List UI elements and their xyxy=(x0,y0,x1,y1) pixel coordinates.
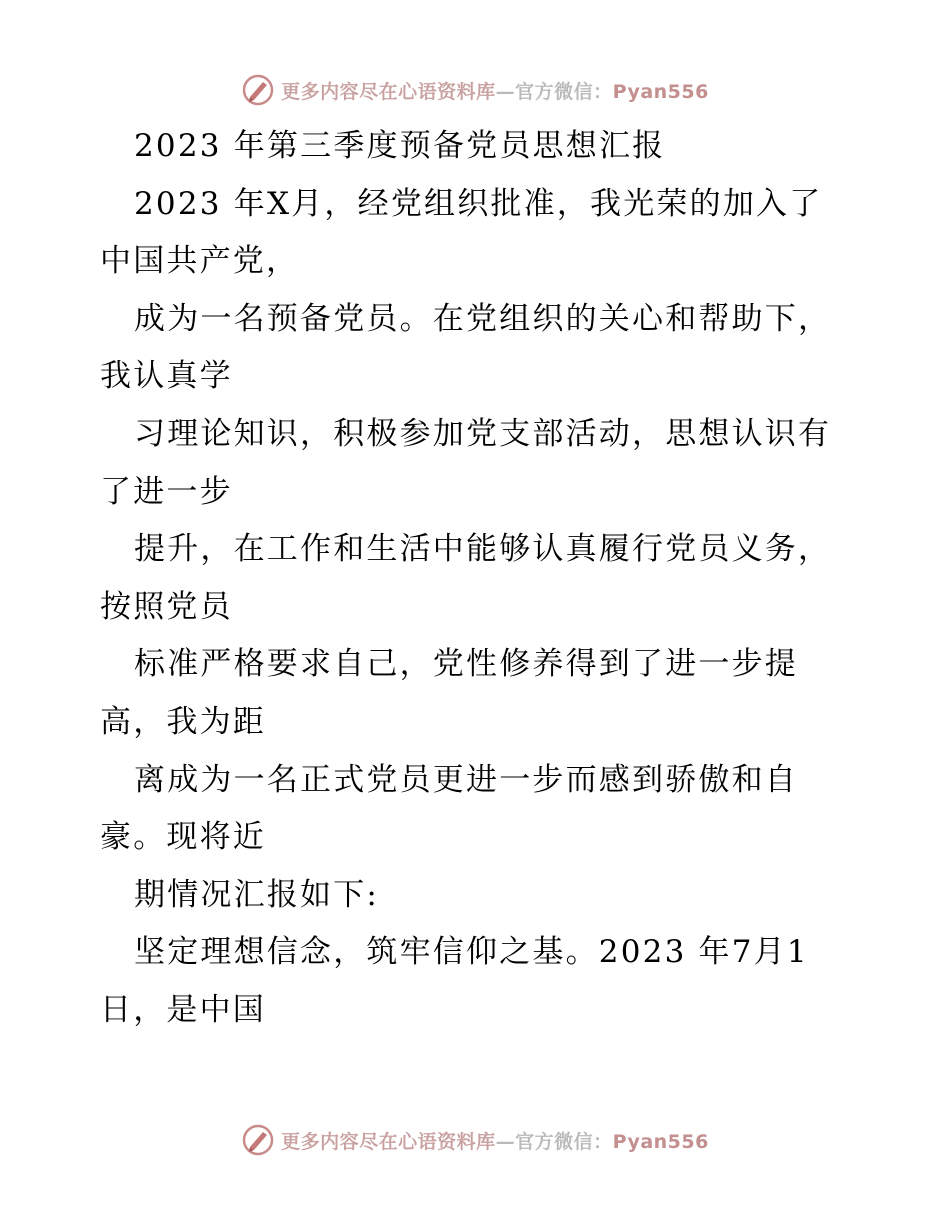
document-line: 中国共产党， xyxy=(100,243,300,280)
document-line: 2023 年X月，经党组织批准，我光荣的加入了 xyxy=(134,185,823,222)
document-line: 离成为一名正式党员更进一步而感到骄傲和自 xyxy=(134,761,798,798)
pen-logo-icon xyxy=(241,73,275,107)
document-line: 坚定理想信念，筑牢信仰之基。2023 年7月1 xyxy=(134,934,809,971)
document-line: 标准严格要求自己，党性修养得到了进一步提 xyxy=(134,646,798,683)
document-line: 期情况汇报如下: xyxy=(134,876,380,913)
document-line: 按照党员 xyxy=(100,588,233,625)
banner-wechat-id: Pyan556 xyxy=(612,80,709,103)
banner-main-text: 更多内容尽在心语资料库 xyxy=(281,1130,496,1153)
footer-banner xyxy=(0,1120,950,1160)
document-line: 我认真学 xyxy=(100,358,233,395)
document-line: 日，是中国 xyxy=(100,991,266,1028)
pen-logo-icon xyxy=(241,1123,275,1157)
banner-main-text: 更多内容尽在心语资料库 xyxy=(281,80,496,103)
document-line: 习理论知识，积极参加党支部活动，思想认识有 xyxy=(134,415,832,452)
banner-text xyxy=(281,77,709,104)
document-line: 提升，在工作和生活中能够认真履行党员义务， xyxy=(134,531,832,568)
banner-wechat-id: Pyan556 xyxy=(612,1130,709,1153)
document-line: 豪。现将近 xyxy=(100,819,266,856)
document-line: 2023 年第三季度预备党员思想汇报 xyxy=(134,128,666,164)
header-banner xyxy=(0,70,950,110)
document-line: 了进一步 xyxy=(100,473,233,510)
banner-separator: — xyxy=(495,1130,516,1153)
banner-wechat-label: 官方微信： xyxy=(515,80,613,103)
document-body xyxy=(100,118,880,1040)
banner-wechat-label: 官方微信： xyxy=(515,1130,613,1153)
banner-separator: — xyxy=(495,80,516,103)
document-line: 高，我为距 xyxy=(100,703,266,740)
document-line: 成为一名预备党员。在党组织的关心和帮助下， xyxy=(134,300,832,337)
banner-text xyxy=(281,1127,709,1154)
